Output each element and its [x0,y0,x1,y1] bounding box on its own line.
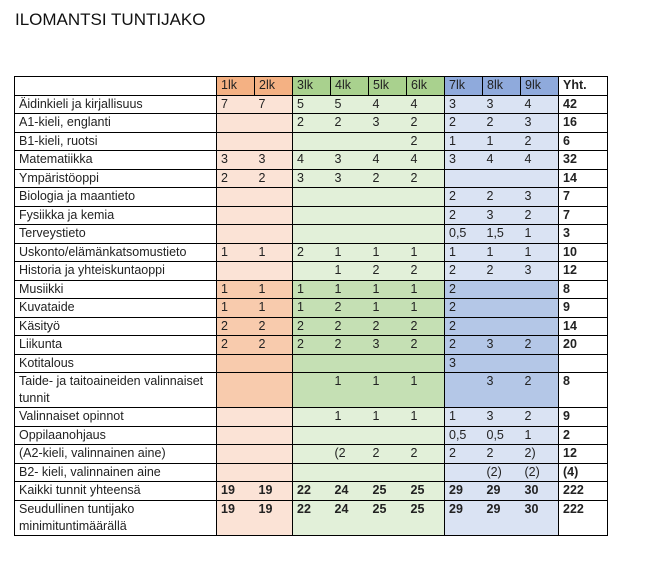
hours-cell [255,373,293,408]
hours-cell: 2 [407,169,445,188]
grade-header: 6lk [407,77,445,96]
hours-cell: 29 [445,482,483,501]
subject-label: Fysiikka ja kemia [15,206,217,225]
subject-label: Valinnaiset opinnot [15,408,217,427]
hours-cell [331,354,369,373]
hours-cell: 22 [293,500,331,535]
hours-cell [217,408,255,427]
hours-cell: 1 [521,225,559,244]
hours-cell [445,169,483,188]
total-cell: 12 [559,445,608,464]
hours-cell: 1 [217,280,255,299]
hours-cell [293,262,331,281]
hours-cell: 3 [521,114,559,133]
hours-cell: 3 [369,114,407,133]
hours-cell: 1 [483,243,521,262]
total-header: Yht. [559,77,608,96]
hours-cell: 2 [407,317,445,336]
hours-cell: 2 [407,262,445,281]
hours-cell: 2 [445,114,483,133]
hours-cell: 2 [521,408,559,427]
hours-cell: 19 [217,482,255,501]
hours-cell: 1 [331,408,369,427]
hours-cell: 4 [369,95,407,114]
hours-cell: 4 [521,151,559,170]
grade-header: 5lk [369,77,407,96]
hours-cell: 4 [521,95,559,114]
hours-cell: 3 [521,188,559,207]
hours-cell [293,373,331,408]
hours-cell: 3 [483,373,521,408]
total-cell [559,354,608,373]
table-row [15,482,608,501]
table-row [15,243,608,262]
table-row [15,317,608,336]
hours-cell [521,354,559,373]
hours-cell [407,426,445,445]
subject-label: Taide- ja taitoaineiden valinnaiset tunnit [15,373,217,408]
hours-cell: 0,5 [445,426,483,445]
total-cell: 3 [559,225,608,244]
hours-cell: 3 [445,95,483,114]
hours-cell: 1,5 [483,225,521,244]
table-row [15,114,608,133]
grade-header: 9lk [521,77,559,96]
hours-cell: 1 [255,280,293,299]
hours-cell: 1 [331,243,369,262]
hours-cell: 1 [445,132,483,151]
table-row [15,336,608,355]
hours-cell: 1 [293,299,331,318]
hours-cell: 25 [369,482,407,501]
hours-cell [407,225,445,244]
total-cell: 14 [559,169,608,188]
subject-label: Biologia ja maantieto [15,188,217,207]
hours-cell: 3 [483,408,521,427]
hours-cell: 25 [407,500,445,535]
total-cell: 7 [559,188,608,207]
hours-cell [407,188,445,207]
hours-cell: 2 [293,243,331,262]
hours-cell [217,114,255,133]
hours-cell: 1 [369,299,407,318]
hours-cell [483,169,521,188]
hours-cell [407,463,445,482]
hours-cell [255,206,293,225]
hours-cell: 1 [407,299,445,318]
hours-cell [255,463,293,482]
hours-cell: 2 [521,336,559,355]
hours-cell: 2 [445,336,483,355]
subject-label: Liikunta [15,336,217,355]
hours-cell: 2 [407,445,445,464]
table-row [15,500,608,535]
total-cell: 16 [559,114,608,133]
table-row [15,426,608,445]
table-row [15,299,608,318]
hours-cell: 2 [217,169,255,188]
hours-cell: 3 [217,151,255,170]
hours-cell: (2 [331,445,369,464]
total-cell: (4) [559,463,608,482]
hours-cell: 2 [483,445,521,464]
hours-cell: 4 [407,95,445,114]
hours-cell [293,132,331,151]
hours-cell: 2 [521,206,559,225]
total-cell: 12 [559,262,608,281]
hours-cell [331,426,369,445]
table-row [15,262,608,281]
hours-cell [331,225,369,244]
hours-cell [369,206,407,225]
hours-cell [369,188,407,207]
hours-cell: 2 [255,317,293,336]
hours-cell: 1 [369,408,407,427]
hours-cell: 2 [331,336,369,355]
hours-cell: 2 [483,114,521,133]
subject-label: Seudullinen tuntijako minimituntimäärällä [15,500,217,535]
hours-cell: 2) [521,445,559,464]
table-row [15,95,608,114]
subject-label: A1-kieli, englanti [15,114,217,133]
hours-cell: 1 [369,373,407,408]
subject-label: Musiikki [15,280,217,299]
hours-cell [521,169,559,188]
hours-cell: 1 [331,280,369,299]
hours-cell: 19 [217,500,255,535]
hours-cell: 2 [255,336,293,355]
hours-cell: 1 [255,299,293,318]
table-row [15,225,608,244]
total-cell: 6 [559,132,608,151]
hours-cell: 2 [445,317,483,336]
hours-cell [483,299,521,318]
subject-label: Ympäristöoppi [15,169,217,188]
total-cell: 32 [559,151,608,170]
hours-cell [293,354,331,373]
header-label-cell [15,77,217,96]
table-row [15,169,608,188]
hours-cell: 3 [521,262,559,281]
hours-cell [445,373,483,408]
hours-cell [255,408,293,427]
hours-cell: 4 [369,151,407,170]
hours-cell: 2 [407,132,445,151]
grade-header: 2lk [255,77,293,96]
hours-cell [483,280,521,299]
hours-cell: 2 [331,317,369,336]
hours-cell: 3 [255,151,293,170]
hours-cell [293,225,331,244]
hours-cell: 2 [483,188,521,207]
hours-cell [255,445,293,464]
hours-cell: 2 [369,317,407,336]
subject-label: Uskonto/elämänkatsomustieto [15,243,217,262]
subject-label: B1-kieli, ruotsi [15,132,217,151]
total-cell: 222 [559,482,608,501]
total-cell: 10 [559,243,608,262]
hours-cell: 24 [331,500,369,535]
hours-cell [255,132,293,151]
hours-cell [331,463,369,482]
hours-cell: 19 [255,500,293,535]
lesson-hours-table [14,76,608,536]
hours-cell [521,280,559,299]
grade-header: 1lk [217,77,255,96]
hours-cell [407,354,445,373]
table-row [15,463,608,482]
hours-cell: 5 [293,95,331,114]
hours-cell: 1 [217,243,255,262]
hours-cell [445,463,483,482]
subject-label: Kaikki tunnit yhteensä [15,482,217,501]
hours-cell: 4 [483,151,521,170]
hours-cell: 1 [293,280,331,299]
hours-cell: 3 [331,169,369,188]
hours-cell [217,188,255,207]
subject-label: Kuvataide [15,299,217,318]
hours-cell: 30 [521,500,559,535]
hours-cell [255,262,293,281]
hours-cell [255,225,293,244]
hours-cell [369,463,407,482]
subject-label: Käsityö [15,317,217,336]
hours-cell: 2 [407,114,445,133]
hours-cell: 1 [369,243,407,262]
total-cell: 9 [559,299,608,318]
hours-cell: 2 [369,262,407,281]
grade-header: 7lk [445,77,483,96]
hours-cell [293,408,331,427]
hours-cell [255,188,293,207]
hours-cell [217,225,255,244]
hours-cell: 7 [217,95,255,114]
hours-cell: 1 [217,299,255,318]
hours-cell: 24 [331,482,369,501]
table-row [15,373,608,408]
hours-cell: 4 [293,151,331,170]
hours-cell [293,188,331,207]
hours-cell [293,426,331,445]
hours-cell: 2 [217,317,255,336]
subject-label: Terveystieto [15,225,217,244]
hours-cell: 19 [255,482,293,501]
subject-label: Matematiikka [15,151,217,170]
hours-cell: 1 [407,408,445,427]
table-row [15,188,608,207]
hours-cell [217,262,255,281]
table-row [15,408,608,427]
subject-label: (A2-kieli, valinnainen aine) [15,445,217,464]
hours-cell: 3 [483,206,521,225]
hours-cell: 1 [445,408,483,427]
hours-cell: 1 [445,243,483,262]
hours-cell: 2 [521,132,559,151]
hours-cell: 1 [369,280,407,299]
hours-cell [255,354,293,373]
hours-cell: 0,5 [445,225,483,244]
table-row [15,132,608,151]
total-cell: 9 [559,408,608,427]
hours-cell: 2 [293,114,331,133]
hours-cell: 3 [331,151,369,170]
hours-cell: 2 [369,169,407,188]
subject-label: Kotitalous [15,354,217,373]
hours-cell: 3 [483,95,521,114]
total-cell: 222 [559,500,608,535]
hours-cell: 2 [407,336,445,355]
hours-cell: 2 [445,445,483,464]
header-row [15,77,608,96]
hours-cell: 1 [407,280,445,299]
hours-cell [483,317,521,336]
grade-header: 8lk [483,77,521,96]
subject-label: Oppilaanohjaus [15,426,217,445]
grade-header: 4lk [331,77,369,96]
hours-cell: 25 [407,482,445,501]
hours-cell: 2 [445,188,483,207]
hours-cell [521,317,559,336]
hours-cell [369,426,407,445]
hours-cell [217,445,255,464]
hours-cell: 1 [255,243,293,262]
hours-cell: 30 [521,482,559,501]
hours-cell [521,299,559,318]
hours-cell [369,354,407,373]
subject-label: Äidinkieli ja kirjallisuus [15,95,217,114]
hours-cell: 22 [293,482,331,501]
hours-cell: 1 [407,243,445,262]
hours-cell: 3 [445,354,483,373]
hours-cell: 2 [293,336,331,355]
hours-cell: 5 [331,95,369,114]
hours-cell [217,373,255,408]
total-cell: 42 [559,95,608,114]
table-row [15,206,608,225]
hours-cell: 1 [483,132,521,151]
total-cell: 7 [559,206,608,225]
hours-cell [293,445,331,464]
hours-cell: 2 [445,280,483,299]
hours-cell [217,206,255,225]
hours-cell: (2) [521,463,559,482]
hours-cell: 2 [331,299,369,318]
hours-cell: 2 [445,299,483,318]
hours-cell: 7 [255,95,293,114]
hours-cell: 1 [521,243,559,262]
subject-label: B2- kieli, valinnainen aine [15,463,217,482]
grade-header: 3lk [293,77,331,96]
total-cell: 20 [559,336,608,355]
hours-cell: 1 [331,262,369,281]
hours-cell: 3 [369,336,407,355]
subject-label: Historia ja yhteiskuntaoppi [15,262,217,281]
total-cell: 8 [559,373,608,408]
hours-cell: 2 [255,169,293,188]
hours-cell [369,225,407,244]
hours-cell: 2 [331,114,369,133]
table-row [15,354,608,373]
hours-cell [255,426,293,445]
hours-cell [331,188,369,207]
hours-cell [483,354,521,373]
hours-cell [217,463,255,482]
hours-cell: 29 [483,500,521,535]
hours-cell [217,354,255,373]
hours-cell: 2 [293,317,331,336]
hours-cell [331,206,369,225]
hours-cell: 2 [445,206,483,225]
hours-cell [255,114,293,133]
table-row [15,280,608,299]
hours-cell: 1 [407,373,445,408]
hours-cell: 25 [369,500,407,535]
total-cell: 8 [559,280,608,299]
hours-cell [293,463,331,482]
hours-cell [293,206,331,225]
table-row [15,445,608,464]
total-cell: 2 [559,426,608,445]
hours-cell: 1 [331,373,369,408]
hours-cell: 3 [445,151,483,170]
hours-cell: 2 [369,445,407,464]
hours-cell [369,132,407,151]
hours-cell [331,132,369,151]
hours-cell: 2 [521,373,559,408]
hours-cell: 3 [293,169,331,188]
hours-cell: 1 [521,426,559,445]
hours-cell: 2 [445,262,483,281]
hours-cell [407,206,445,225]
hours-cell: 29 [445,500,483,535]
hours-cell: (2) [483,463,521,482]
hours-cell: 0,5 [483,426,521,445]
hours-cell [217,426,255,445]
table-row [15,151,608,170]
total-cell: 14 [559,317,608,336]
hours-cell: 2 [483,262,521,281]
hours-cell: 3 [483,336,521,355]
hours-cell: 4 [407,151,445,170]
hours-cell: 29 [483,482,521,501]
hours-cell: 2 [217,336,255,355]
page-title: ILOMANTSI TUNTIJAKO [15,10,206,29]
hours-cell [217,132,255,151]
